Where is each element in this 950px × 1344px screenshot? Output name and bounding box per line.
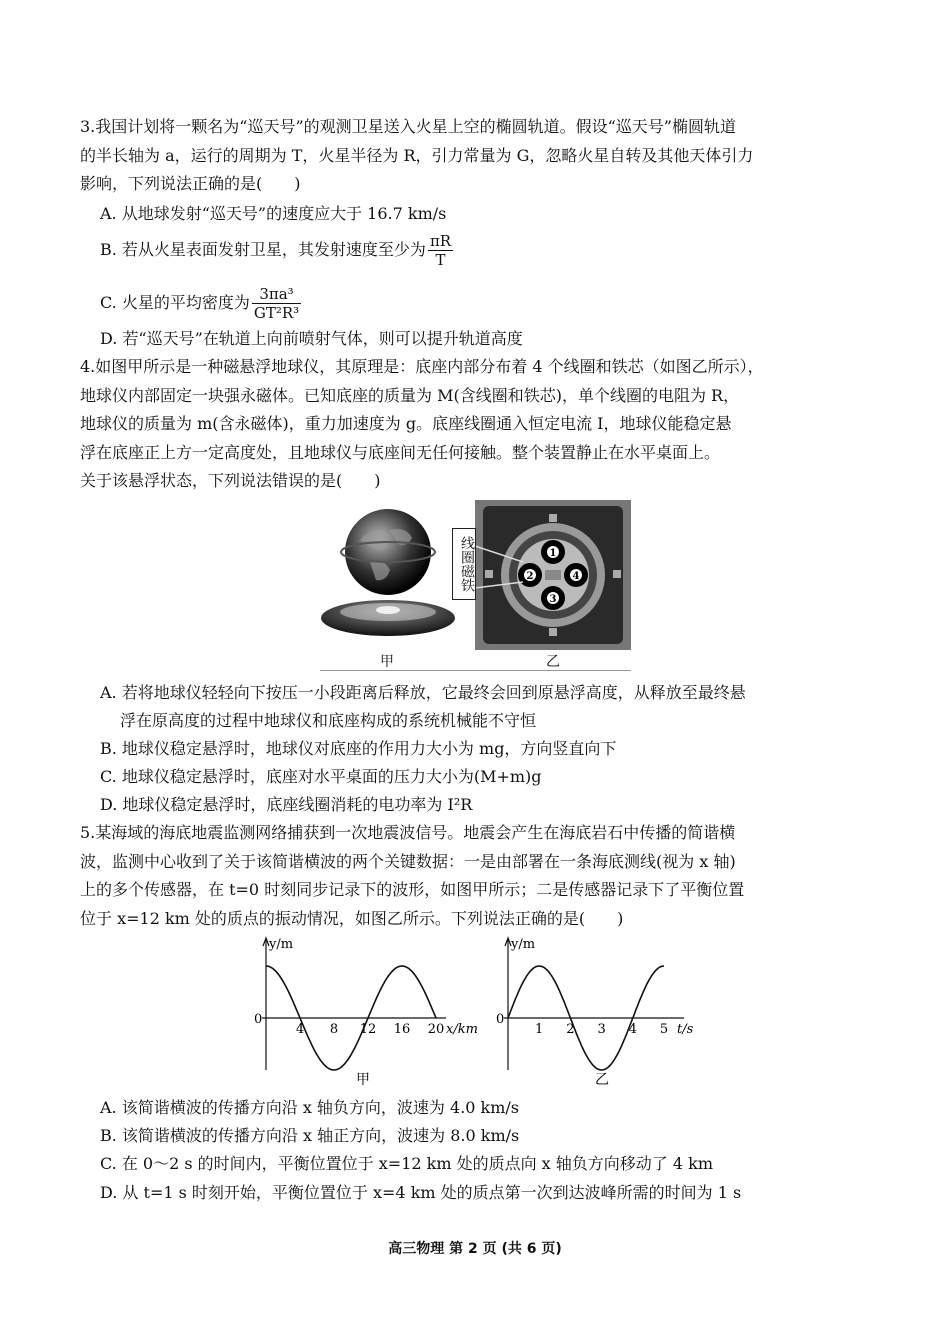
base-coils-figure: [475, 500, 631, 650]
x-tick-label: 4: [295, 1022, 305, 1037]
q3-option-d: D. 若“巡天号”在轨道上向前喷射气体，则可以提升轨道高度: [100, 329, 523, 348]
x-tick-label: 1: [535, 1022, 544, 1037]
origin-label: 0: [254, 1012, 263, 1027]
q5-option-d: D. 从 t=1 s 时刻开始，平衡位置位于 x=4 km 处的质点第一次到达波峰所需的时间为 1 s: [100, 1183, 742, 1202]
coil-number-2: 2: [526, 571, 534, 582]
origin-label: 0: [496, 1012, 505, 1027]
q4-option-d: D. 地球仪稳定悬浮时，底座线圈消耗的电功率为 I²R: [100, 795, 473, 814]
q3-option-a: A. 从地球发射“巡天号”的速度应大于 16.7 km/s: [100, 204, 447, 223]
fraction: [428, 232, 453, 269]
x-axis-label: x/km: [446, 1022, 478, 1037]
x-tick-label: 8: [329, 1022, 339, 1037]
q5-line: 上的多个传感器，在 t=0 时刻同步记录下的波形，如图甲所示；二是传感器记录下了平衡位置: [80, 880, 745, 899]
q3-option-c-text: C. 火星的平均密度为: [100, 293, 250, 312]
coil-number-3: 3: [549, 594, 557, 605]
fraction-numerator: 3πa³: [252, 285, 301, 304]
q4-option-a: [100, 679, 875, 735]
coil-magnet-label: 线圈磁铁: [452, 528, 476, 600]
y-axis-label: y/m: [511, 937, 536, 952]
y-axis-label: y/m: [269, 937, 294, 952]
q5-line: 波，监测中心收到了关于该简谐横波的两个关键数据：一是由部署在一条海底测线(视为 x 轴): [80, 851, 736, 871]
fraction: [252, 285, 301, 322]
q4-line: 地球仪内部固定一块强永磁体。已知底座的质量为 M(含线圈和铁芯)，单个线圈的电阻为 R，: [80, 385, 740, 405]
vibration-chart-yi: [494, 932, 704, 1092]
fraction-denominator: GT²R³: [253, 304, 300, 322]
globe-icon: [345, 509, 431, 595]
x-tick-label: 5: [659, 1022, 669, 1037]
q4-option-a-line2: 浮在原高度的过程中地球仪和底座构成的系统机械能不守恒: [120, 711, 537, 730]
q5-option-a: A. 该简谐横波的传播方向沿 x 轴负方向，波速为 4.0 km/s: [100, 1098, 520, 1117]
page-footer: 高三物理 第 2 页 (共 6 页): [388, 1241, 562, 1257]
q4-line: 浮在底座正上方一定高度处，且地球仪与底座间无任何接触。整个装置静止在水平桌面上。: [80, 442, 721, 462]
fraction-numerator: πR: [429, 232, 452, 250]
question-4-stem: [80, 353, 880, 496]
coil-number-4: 4: [572, 571, 580, 582]
q3-option-c: [100, 285, 880, 322]
question-3-stem: [80, 113, 880, 199]
q3-line: 的半长轴为 a，运行的周期为 T，火星半径为 R，引力常量为 G，忽略火星自转及其他天体引力: [80, 145, 754, 165]
chart-caption: 乙: [595, 1072, 609, 1088]
q5-option-b: B. 该简谐横波的传播方向沿 x 轴正方向，波速为 8.0 km/s: [100, 1126, 520, 1145]
q3-line: 3.我国计划将一颗名为“巡天号”的观测卫星送入火星上空的椭圆轨道。假设“巡天号”椭圆轨道: [80, 117, 736, 136]
q3-line: 影响，下列说法正确的是( ): [80, 174, 301, 193]
x-tick-label: 20: [427, 1022, 445, 1037]
chart-caption: 甲: [356, 1072, 370, 1088]
q4-line: 地球仪的质量为 m(含永磁体)，重力加速度为 g。底座线圈通入恒定电流 I，地球仪能稳定悬: [80, 414, 732, 433]
q5-option-c: C. 在 0～2 s 的时间内，平衡位置位于 x=12 km 处的质点向 x 轴负方向移动了 4 km: [100, 1154, 714, 1173]
q4-line: 关于该悬浮状态，下列说法错误的是( ): [80, 471, 381, 490]
x-axis-label: t/s: [677, 1022, 694, 1037]
q4-option-a-line1: A. 若将地球仪轻轻向下按压一小段距离后释放，它最终会回到原悬浮高度，从释放至最终悬: [100, 683, 746, 702]
q4-option-b: B. 地球仪稳定悬浮时，地球仪对底座的作用力大小为 mg，方向竖直向下: [100, 739, 617, 758]
q5-line: 5.某海域的海底地震监测网络捕获到一次地震波信号。地震会产生在海底岩石中传播的简谐横: [80, 823, 736, 842]
question-5-stem: [80, 819, 880, 933]
figure-divider: [320, 670, 631, 671]
levitating-globe-figure: [320, 500, 455, 650]
q3-option-b: [100, 232, 880, 269]
fraction-denominator: T: [435, 251, 446, 269]
q3-option-b-text: B. 若从火星表面发射卫星，其发射速度至少为: [100, 240, 426, 259]
coil-number-1: 1: [549, 548, 557, 559]
x-tick-label: 2: [566, 1022, 575, 1037]
x-tick-label: 16: [393, 1022, 411, 1037]
wave-chart-jia: [250, 932, 480, 1092]
x-tick-label: 4: [628, 1022, 637, 1037]
x-tick-label: 12: [359, 1022, 377, 1037]
q4-line: 4.如图甲所示是一种磁悬浮地球仪，其原理是：底座内部分布着 4 个线圈和铁芯（如图乙所示），: [80, 357, 764, 376]
x-tick-label: 3: [597, 1022, 606, 1037]
q5-line: 位于 x=12 km 处的质点的振动情况，如图乙所示。下列说法正确的是( ): [80, 908, 624, 928]
figure-caption-jia: 甲: [380, 654, 394, 670]
q4-option-c: C. 地球仪稳定悬浮时，底座对水平桌面的压力大小为(M+m)g: [100, 767, 542, 786]
figure-caption-yi: 乙: [546, 654, 560, 670]
